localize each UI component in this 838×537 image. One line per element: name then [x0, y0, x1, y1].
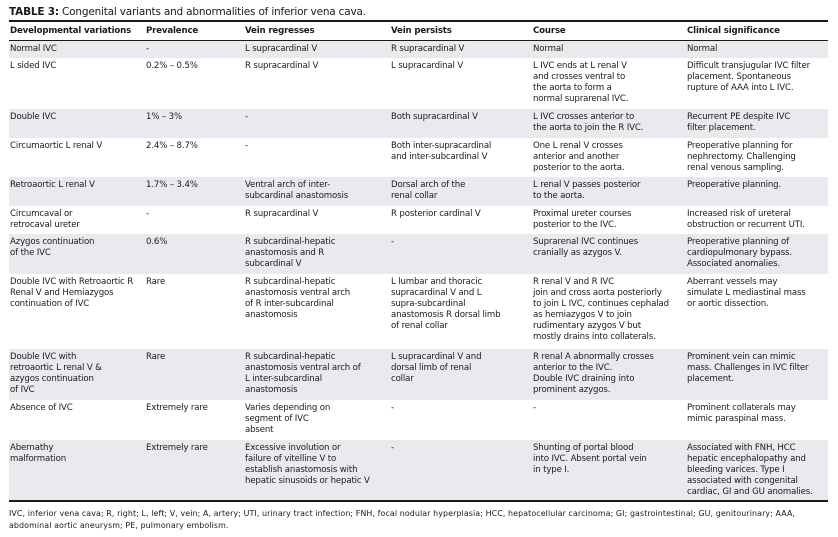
table-cell: Extremely rare: [146, 442, 208, 453]
table-cell: Abernathy malformation: [10, 442, 66, 464]
ivc-variants-table: [9, 20, 828, 502]
table-cell: R renal A abnormally crosses anterior to the IVC. Double IVC draining into prominent azygos.: [533, 351, 654, 395]
table-cell: Double IVC with Retroaortic R Renal V and Hemiazygos continuation of IVC: [10, 276, 134, 309]
table-cell: R subcardinal-hepatic anastomosis and R subcardinal V: [245, 236, 336, 269]
table-cell: Prominent collaterals may mimic paraspinal mass.: [687, 402, 796, 424]
column-header: Course: [533, 25, 566, 36]
table-cell: Preoperative planning of cardiopulmonary bypass. Associated anomalies.: [687, 236, 792, 269]
table-cell: Retroaortic L renal V: [10, 179, 95, 190]
table-cell: Azygos continuation of the IVC: [10, 236, 95, 258]
table-cell: Excessive involution or failure of vitelline V to establish anastomosis with hepatic sinusoids or hepatic V: [245, 442, 370, 486]
table-row: [9, 58, 828, 109]
table-cell: Difficult transjugular IVC filter placement. Spontaneous rupture of AAA into L IVC.: [687, 60, 811, 93]
column-header: Clinical significance: [687, 25, 780, 36]
table-cell: Preoperative planning for nephrectomy. Challenging renal venous sampling.: [687, 140, 796, 173]
table-row: [9, 349, 828, 400]
table-cell: R supracardinal V: [245, 60, 319, 71]
table-cell: Proximal ureter courses posterior to the IVC.: [533, 208, 632, 230]
table-row: [9, 41, 828, 58]
table-row: [9, 274, 828, 349]
table-cell: Rare: [146, 276, 166, 287]
table-cell: L IVC crosses anterior to the aorta to join the R IVC.: [533, 111, 644, 133]
table-cell: Shunting of portal blood into IVC. Absent portal vein in type I.: [533, 442, 647, 475]
column-header: Vein persists: [391, 25, 452, 36]
table-label: TABLE 3:: [9, 6, 59, 18]
table-cell: -: [245, 140, 248, 151]
table-cell: Absence of IVC: [10, 402, 73, 413]
table-title: [9, 6, 366, 18]
column-header: Developmental variations: [10, 25, 132, 36]
table-cell: Circumcaval or retrocaval ureter: [10, 208, 80, 230]
table-cell: Ventral arch of inter- subcardinal anastomosis: [245, 179, 349, 201]
table-cell: -: [146, 208, 149, 219]
table-cell: Varies depending on segment of IVC absent: [245, 402, 331, 435]
table-caption: Congenital variants and abnormalities of inferior vena cava.: [58, 6, 366, 18]
table-cell: Normal: [533, 44, 564, 54]
table-cell: L IVC ends at L renal V and crosses ventral to the aorta to form a normal suprarenal IVC.: [533, 60, 629, 104]
table-cell: -: [391, 442, 394, 453]
table-cell: Prominent vein can mimic mass. Challenges in IVC filter placement.: [687, 351, 809, 384]
table-cell: -: [391, 236, 394, 247]
table-cell: Preoperative planning.: [687, 179, 782, 190]
table-cell: Normal IVC: [10, 44, 57, 54]
table-row: [9, 400, 828, 440]
table-header-row: [9, 21, 828, 41]
table-cell: 1% – 3%: [146, 111, 182, 122]
table-cell: Double IVC with retroaortic L renal V & azygos continuation of IVC: [10, 351, 102, 395]
table-cell: L lumbar and thoracic supracardinal V and L supra-subcardinal anastomosis R dorsal limb of renal collar: [391, 276, 501, 331]
table-cell: R renal V and R IVC join and cross aorta posteriorly to join L IVC, continues cephalad as hemiazygos V to join rudimentary azygos V but mostly drains into collaterals.: [533, 276, 669, 342]
table-cell: Normal: [687, 44, 718, 54]
table-cell: L renal V passes posterior to the aorta.: [533, 179, 641, 201]
table-cell: 0.6%: [146, 236, 168, 247]
table-cell: L supracardinal V: [245, 44, 318, 54]
table-cell: L supracardinal V and dorsal limb of renal collar: [391, 351, 482, 384]
table-cell: -: [533, 402, 536, 413]
table-cell: R posterior cardinal V: [391, 208, 481, 219]
table-cell: Both supracardinal V: [391, 111, 478, 122]
table-cell: -: [245, 111, 248, 122]
table-cell: L supracardinal V: [391, 60, 464, 71]
table-cell: Dorsal arch of the renal collar: [391, 179, 466, 201]
table-row: [9, 177, 828, 206]
table-cell: 1.7% – 3.4%: [146, 179, 198, 190]
column-header: Vein regresses: [245, 25, 315, 36]
table-cell: R supracardinal V: [391, 44, 465, 54]
table-cell: 0.2% – 0.5%: [146, 60, 198, 71]
table-cell: One L renal V crosses anterior and another posterior to the aorta.: [533, 140, 625, 173]
table-cell: -: [391, 402, 394, 413]
table-cell: Suprarenal IVC continues cranially as azygos V.: [533, 236, 639, 258]
table-cell: Increased risk of ureteral obstruction or recurrent UTI.: [687, 208, 805, 230]
table-cell: Both inter-supracardinal and inter-subcardinal V: [391, 140, 492, 162]
table-footnote: IVC, inferior vena cava; R, right; L, left; V, vein; A, artery; UTI, urinary tract infection; FNH, focal nodular hyperplasia; HCC, hepatocellular carcinoma; GI; gastrointestinal; GU, genitourinary; AAA, abdominal aortic aneurysm; PE, pulmonary embolism.: [9, 509, 796, 530]
table-cell: -: [146, 44, 149, 54]
table-cell: R supracardinal V: [245, 208, 319, 219]
table-cell: Extremely rare: [146, 402, 208, 413]
table-cell: Rare: [146, 351, 166, 362]
table-row: [9, 206, 828, 234]
column-header: Prevalence: [146, 25, 199, 36]
table-cell: Associated with FNH, HCC hepatic encephalopathy and bleeding varices. Type I associated with congenital cardiac, GI and GU anomalies.: [687, 442, 813, 497]
table-row: [9, 234, 828, 274]
table-row: [9, 138, 828, 177]
table-row: [9, 109, 828, 138]
table-cell: Circumaortic L renal V: [10, 140, 103, 151]
table-cell: Double IVC: [10, 111, 57, 122]
table-row: [9, 440, 828, 501]
table-cell: Recurrent PE despite IVC filter placement.: [687, 111, 791, 133]
table-cell: Aberrant vessels may simulate L mediastinal mass or aortic dissection.: [687, 276, 806, 309]
table-cell: L sided IVC: [10, 60, 57, 71]
table-cell: R subcardinal-hepatic anastomosis ventral arch of L inter-subcardinal anastomosis: [245, 351, 361, 395]
table-cell: 2.4% – 8.7%: [146, 140, 198, 151]
table-cell: R subcardinal-hepatic anastomosis ventral arch of R inter-subcardinal anastomosis: [245, 276, 351, 320]
